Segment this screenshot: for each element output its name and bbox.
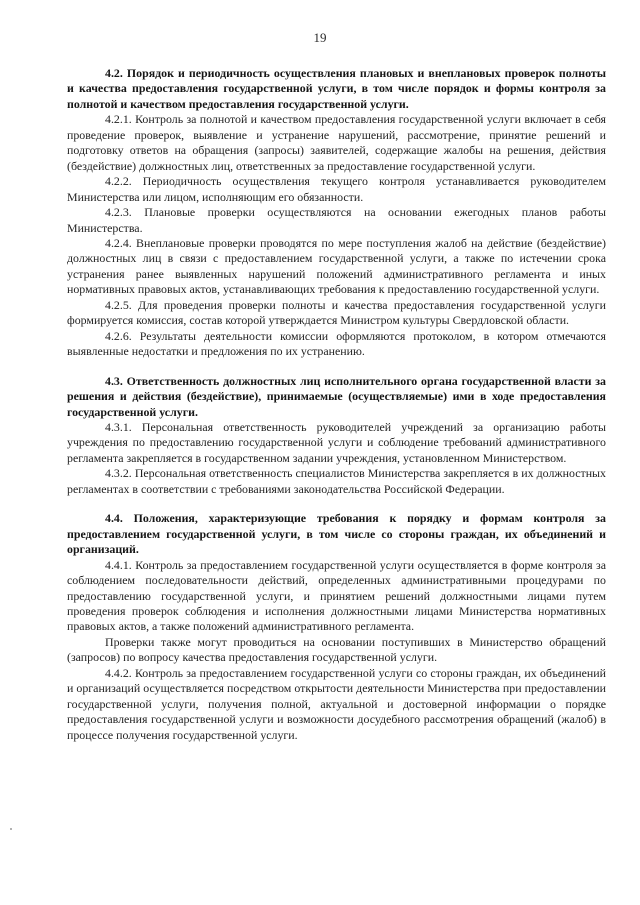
section-heading-4-3: 4.3. Ответственность должностных лиц исполнительного органа государственной власти за решения и действия (бездействие), принимаемые (осуществляемые) ими в ходе предоставления государственной услуги. bbox=[67, 373, 606, 419]
paragraph-4-3-1: 4.3.1. Персональная ответственность руководителей учреждений за организацию работы учреждения по предоставлению государственной услуги и соблюдение требований административного регламента закрепляется в государственном задании учреждения, установленном Министерством. bbox=[67, 419, 606, 465]
section-spacer bbox=[67, 497, 606, 511]
paragraph-4-2-4: 4.2.4. Внеплановые проверки проводятся по мере поступления жалоб на действие (бездействие) должностных лиц в связи с предоставлением государственной услуги, а также по истечении срока устранения ранее выявленных нарушений положений административного регламента и иных нормативных правовых актов, устанавливающих требования к предоставлению государственной услуги. bbox=[67, 235, 606, 297]
paragraph-4-4-1: 4.4.1. Контроль за предоставлением государственной услуги осуществляется в форме контроля за соблюдением последовательности действий, определенных административными процедурами по предоставлению государственной услуги, и принятием решений должностными лицами путем проведения проверок соблюдения и исполнения должностными лицами Министерства нормативных правовых актов, а также положений административного регламента. bbox=[67, 557, 606, 634]
paragraph-4-4-1-note: Проверки также могут проводиться на основании поступивших в Министерство обращений (запросов) по вопросу качества предоставления государственной услуги. bbox=[67, 634, 606, 665]
paragraph-4-2-5: 4.2.5. Для проведения проверки полноты и качества предоставления государственной услуги формируется комиссия, состав которой утверждается Министром культуры Свердловской области. bbox=[67, 297, 606, 328]
paragraph-4-2-6: 4.2.6. Результаты деятельности комиссии оформляются протоколом, в котором отмечаются выявленные недостатки и предложения по их устранению. bbox=[67, 328, 606, 359]
page-number: 19 bbox=[313, 30, 327, 45]
section-heading-4-2: 4.2. Порядок и периодичность осуществления плановых и внеплановых проверок полноты и качества предоставления государственной услуги, в том числе порядок и формы контроля за полнотой и качеством предоставления государственной услуги. bbox=[67, 66, 606, 111]
paragraph-4-2-3: 4.2.3. Плановые проверки осуществляются на основании ежегодных планов работы Министерства. bbox=[67, 205, 606, 235]
document-body bbox=[67, 66, 606, 743]
section-spacer bbox=[67, 360, 606, 374]
paragraph-4-4-2: 4.4.2. Контроль за предоставлением государственной услуги со стороны граждан, их объединений и организаций осуществляется посредством открытости деятельности Министерства при предоставлении государственной услуги, получения полной, актуальной и достоверной информации о порядке предоставления государственной услуги и возможности досудебного рассмотрения обращений (жалоб) в процессе получения государственной услуги. bbox=[67, 665, 606, 742]
paragraph-4-2-1: 4.2.1. Контроль за полнотой и качеством предоставления государственной услуги включает в себя проведение проверок, выявление и устранение нарушений, рассмотрение, принятие решений и подготовку ответов на обращения (запросы) заявителей, содержащие жалобы на решения, действия (бездействие) должностных лиц, ответственных за предоставление государственной услуги. bbox=[67, 112, 606, 173]
paragraph-4-3-2: 4.3.2. Персональная ответственность специалистов Министерства закрепляется в их должностных регламентах в соответствии с требованиями законодательства Российской Федерации. bbox=[67, 466, 606, 496]
scan-mark bbox=[10, 828, 12, 830]
section-heading-4-4: 4.4. Положения, характеризующие требования к порядку и формам контроля за предоставлением государственной услуги, в том числе со стороны граждан, их объединений и организаций. bbox=[67, 511, 606, 557]
paragraph-4-2-2: 4.2.2. Периодичность осуществления текущего контроля устанавливается руководителем Министерства или лицом, исполняющим его обязанности. bbox=[67, 174, 606, 204]
